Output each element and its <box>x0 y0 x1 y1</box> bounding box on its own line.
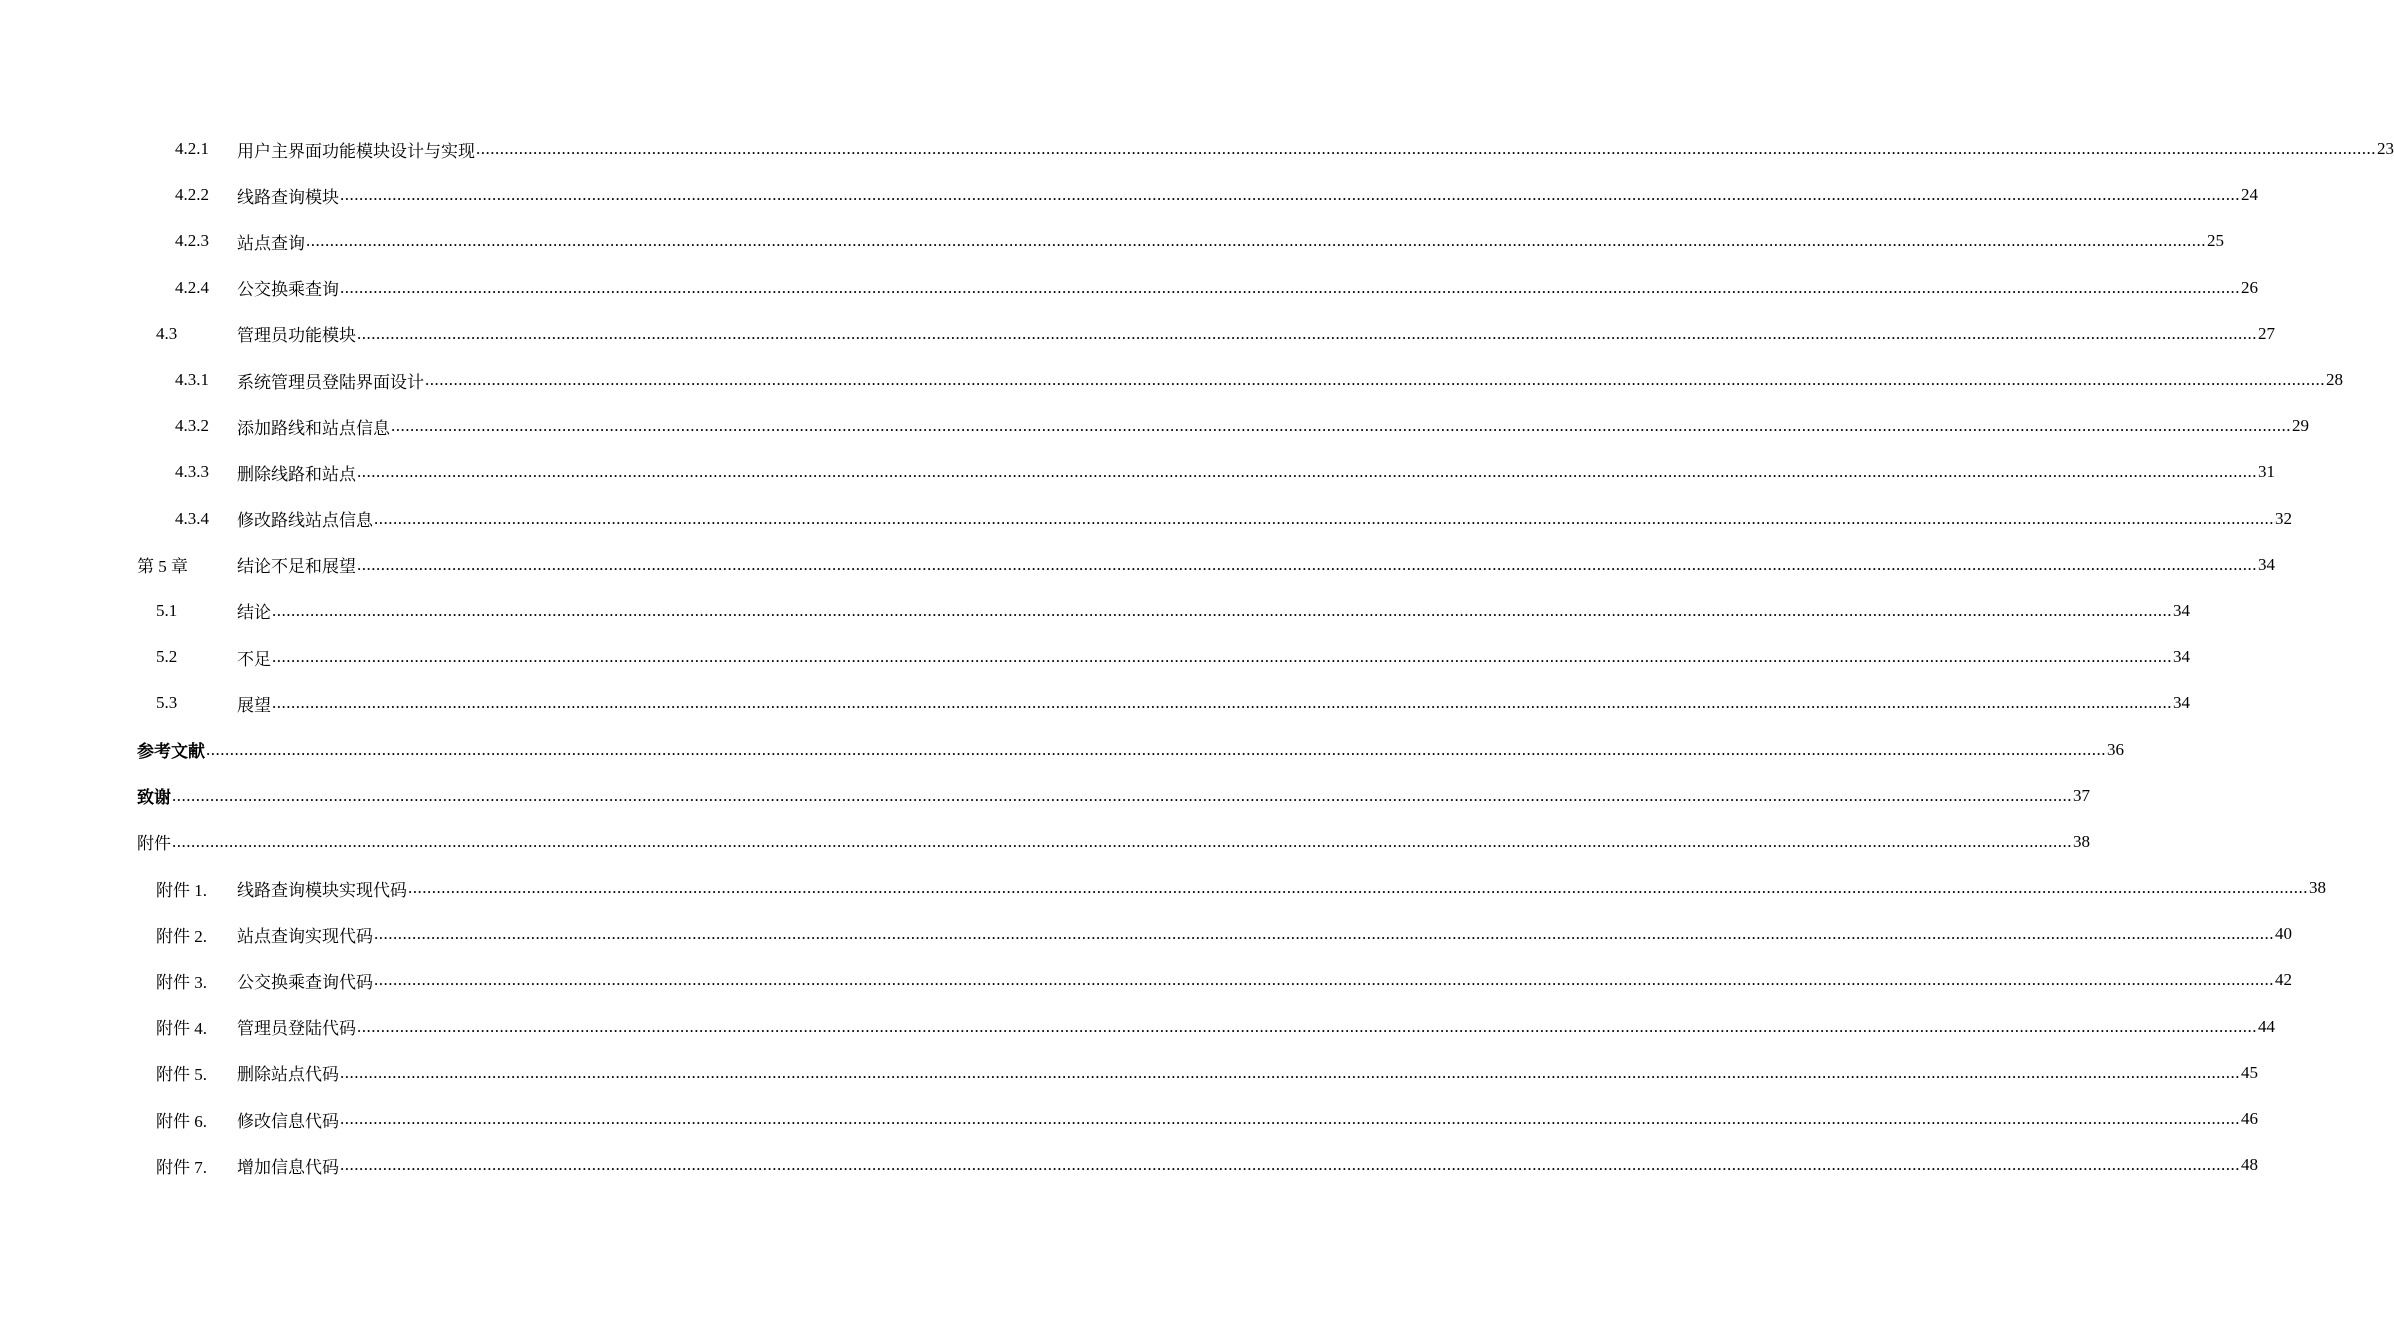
toc-entry-title: 站点查询 <box>237 233 305 253</box>
toc-entry[interactable] <box>0 957 2292 1003</box>
toc-entry-page-number: 23 <box>2377 139 2394 159</box>
toc-entry-page-number: 27 <box>2258 323 2275 343</box>
toc-entry-leader-line <box>137 829 2090 854</box>
toc-entry-number: 第 5 章 <box>137 557 188 577</box>
dot-leader: ................................................................................................................................................................................................................................................................................................................................................................................................................ <box>340 277 2240 297</box>
toc-entry-page-number: 29 <box>2292 416 2309 436</box>
toc-entry-page-number: 34 <box>2173 647 2190 667</box>
toc-entry-title: 线路查询模块 <box>237 187 339 207</box>
toc-entry-title: 删除站点代码 <box>237 1065 339 1085</box>
toc-entry-number: 5.1 <box>156 600 178 620</box>
toc-entry-title: 用户主界面功能模块设计与实现 <box>237 141 475 161</box>
dot-leader: ................................................................................................................................................................................................................................................................................................................................................................................................................ <box>340 1155 2240 1175</box>
toc-entry[interactable] <box>0 1142 2258 1188</box>
toc-entry[interactable] <box>0 218 2224 264</box>
toc-entry-leader-line <box>237 1060 2258 1085</box>
toc-entry-leader-line <box>237 137 2394 162</box>
toc-entry[interactable] <box>0 634 2190 680</box>
toc-entry-page-number: 36 <box>2107 739 2124 759</box>
toc-entry-leader-line <box>237 1014 2275 1039</box>
toc-entry-page-number: 34 <box>2258 554 2275 574</box>
toc-entry-leader-line <box>237 183 2258 208</box>
toc-entry-title: 致谢 <box>137 788 171 808</box>
toc-entry-leader-line <box>237 460 2275 485</box>
toc-entry[interactable] <box>0 1050 2258 1096</box>
toc-entry-number: 4.3.4 <box>175 508 209 528</box>
dot-leader: ................................................................................................................................................................................................................................................................................................................................................................................................................ <box>172 831 2072 851</box>
dot-leader: ................................................................................................................................................................................................................................................................................................................................................................................................................ <box>391 416 2291 436</box>
dot-leader: ................................................................................................................................................................................................................................................................................................................................................................................................................ <box>272 693 2172 713</box>
toc-entry-leader-line <box>237 552 2275 577</box>
dot-leader: ................................................................................................................................................................................................................................................................................................................................................................................................................ <box>206 739 2106 759</box>
dot-leader: ................................................................................................................................................................................................................................................................................................................................................................................................................ <box>357 462 2257 482</box>
toc-entry-title: 结论 <box>237 603 271 623</box>
dot-leader: ................................................................................................................................................................................................................................................................................................................................................................................................................ <box>357 554 2257 574</box>
table-of-contents <box>0 126 2394 1188</box>
toc-entry-page-number: 45 <box>2241 1062 2258 1082</box>
toc-entry-leader-line <box>237 414 2309 439</box>
toc-entry-title: 删除线路和站点 <box>237 464 356 484</box>
toc-entry-title: 不足 <box>237 649 271 669</box>
toc-entry-number: 4.2.3 <box>175 231 209 251</box>
toc-entry-leader-line <box>237 598 2190 623</box>
toc-entry-number: 附件 7. <box>156 1157 207 1177</box>
toc-entry-page-number: 37 <box>2073 785 2090 805</box>
toc-entry-leader-line <box>237 876 2326 901</box>
toc-entry-number: 4.2.2 <box>175 185 209 205</box>
toc-entry[interactable] <box>0 911 2292 957</box>
toc-entry-leader-line <box>237 506 2292 531</box>
toc-entry-leader-line <box>237 1107 2258 1132</box>
dot-leader: ................................................................................................................................................................................................................................................................................................................................................................................................................ <box>476 139 2376 159</box>
toc-entry-title: 管理员登陆代码 <box>237 1019 356 1039</box>
toc-entry-leader-line <box>237 922 2292 947</box>
toc-entry[interactable] <box>0 265 2258 311</box>
toc-entry[interactable] <box>0 542 2275 588</box>
toc-entry[interactable] <box>0 449 2275 495</box>
dot-leader: ................................................................................................................................................................................................................................................................................................................................................................................................................ <box>340 1109 2240 1129</box>
toc-entry-title: 结论不足和展望 <box>237 557 356 577</box>
toc-entry-title: 站点查询实现代码 <box>237 926 373 946</box>
toc-entry-title: 添加路线和站点信息 <box>237 418 390 438</box>
toc-entry-number: 4.3 <box>156 323 178 343</box>
toc-entry-page-number: 44 <box>2258 1016 2275 1036</box>
toc-entry-number: 附件 1. <box>156 880 207 900</box>
toc-entry-title: 系统管理员登陆界面设计 <box>237 372 424 392</box>
dot-leader: ................................................................................................................................................................................................................................................................................................................................................................................................................ <box>425 370 2325 390</box>
toc-entry-page-number: 40 <box>2275 924 2292 944</box>
toc-entry-leader-line <box>237 691 2190 716</box>
toc-entry-leader-line <box>237 645 2190 670</box>
dot-leader: ................................................................................................................................................................................................................................................................................................................................................................................................................ <box>374 970 2274 990</box>
toc-entry-title: 修改路线站点信息 <box>237 511 373 531</box>
toc-entry-page-number: 32 <box>2275 508 2292 528</box>
dot-leader: ................................................................................................................................................................................................................................................................................................................................................................................................................ <box>340 185 2240 205</box>
toc-entry-page-number: 26 <box>2241 277 2258 297</box>
toc-entry-page-number: 25 <box>2207 231 2224 251</box>
toc-entry-page-number: 28 <box>2326 370 2343 390</box>
toc-entry[interactable] <box>0 357 2343 403</box>
toc-entry-leader-line <box>237 275 2258 300</box>
dot-leader: ................................................................................................................................................................................................................................................................................................................................................................................................................ <box>408 878 2308 898</box>
toc-entry-number: 5.2 <box>156 647 178 667</box>
toc-entry-number: 4.2.1 <box>175 139 209 159</box>
toc-entry-page-number: 24 <box>2241 185 2258 205</box>
toc-entry-number: 附件 2. <box>156 926 207 946</box>
toc-entry-title: 修改信息代码 <box>237 1111 339 1131</box>
toc-entry-title: 管理员功能模块 <box>237 326 356 346</box>
toc-entry[interactable] <box>0 726 2124 772</box>
dot-leader: ................................................................................................................................................................................................................................................................................................................................................................................................................ <box>172 785 2072 805</box>
toc-entry-leader-line <box>237 968 2292 993</box>
toc-entry-number: 附件 5. <box>156 1065 207 1085</box>
dot-leader: ................................................................................................................................................................................................................................................................................................................................................................................................................ <box>374 508 2274 528</box>
toc-entry-leader-line <box>237 368 2343 393</box>
toc-entry-title: 附件 <box>137 834 171 854</box>
toc-entry-page-number: 34 <box>2173 693 2190 713</box>
toc-entry-page-number: 34 <box>2173 600 2190 620</box>
dot-leader: ................................................................................................................................................................................................................................................................................................................................................................................................................ <box>272 600 2172 620</box>
toc-entry[interactable] <box>0 403 2309 449</box>
toc-entry[interactable] <box>0 819 2090 865</box>
toc-entry-number: 4.3.2 <box>175 416 209 436</box>
toc-entry-number: 附件 6. <box>156 1111 207 1131</box>
toc-entry-page-number: 38 <box>2073 831 2090 851</box>
toc-entry-title: 公交换乘查询代码 <box>237 972 373 992</box>
toc-entry-page-number: 48 <box>2241 1155 2258 1175</box>
toc-entry-title: 公交换乘查询 <box>237 280 339 300</box>
toc-entry[interactable] <box>0 126 2394 172</box>
toc-entry[interactable] <box>0 865 2326 911</box>
toc-entry-page-number: 31 <box>2258 462 2275 482</box>
toc-entry[interactable] <box>0 773 2090 819</box>
dot-leader: ................................................................................................................................................................................................................................................................................................................................................................................................................ <box>340 1062 2240 1082</box>
toc-entry-title: 增加信息代码 <box>237 1157 339 1177</box>
dot-leader: ................................................................................................................................................................................................................................................................................................................................................................................................................ <box>357 323 2257 343</box>
toc-entry-page-number: 46 <box>2241 1109 2258 1129</box>
toc-entry-number: 4.2.4 <box>175 277 209 297</box>
toc-entry-leader-line <box>137 737 2124 762</box>
toc-entry[interactable] <box>0 1096 2258 1142</box>
toc-entry-leader-line <box>237 229 2224 254</box>
toc-entry-title: 线路查询模块实现代码 <box>237 880 407 900</box>
toc-entry[interactable] <box>0 172 2258 218</box>
toc-entry-leader-line <box>137 783 2090 808</box>
toc-entry-page-number: 42 <box>2275 970 2292 990</box>
toc-entry-leader-line <box>237 1153 2258 1178</box>
toc-entry-number: 附件 4. <box>156 1019 207 1039</box>
toc-entry-number: 5.3 <box>156 693 178 713</box>
dot-leader: ................................................................................................................................................................................................................................................................................................................................................................................................................ <box>272 647 2172 667</box>
toc-entry[interactable] <box>0 680 2190 726</box>
dot-leader: ................................................................................................................................................................................................................................................................................................................................................................................................................ <box>306 231 2206 251</box>
toc-entry-title: 展望 <box>237 695 271 715</box>
toc-entry-number: 附件 3. <box>156 972 207 992</box>
dot-leader: ................................................................................................................................................................................................................................................................................................................................................................................................................ <box>357 1016 2257 1036</box>
dot-leader: ................................................................................................................................................................................................................................................................................................................................................................................................................ <box>374 924 2274 944</box>
toc-entry-title: 参考文献 <box>137 742 205 762</box>
toc-entry-page-number: 38 <box>2309 878 2326 898</box>
toc-entry[interactable] <box>0 496 2292 542</box>
toc-entry[interactable] <box>0 588 2190 634</box>
toc-entry[interactable] <box>0 1004 2275 1050</box>
toc-entry[interactable] <box>0 311 2275 357</box>
toc-entry-leader-line <box>237 321 2275 346</box>
toc-entry-number: 4.3.3 <box>175 462 209 482</box>
toc-entry-number: 4.3.1 <box>175 370 209 390</box>
